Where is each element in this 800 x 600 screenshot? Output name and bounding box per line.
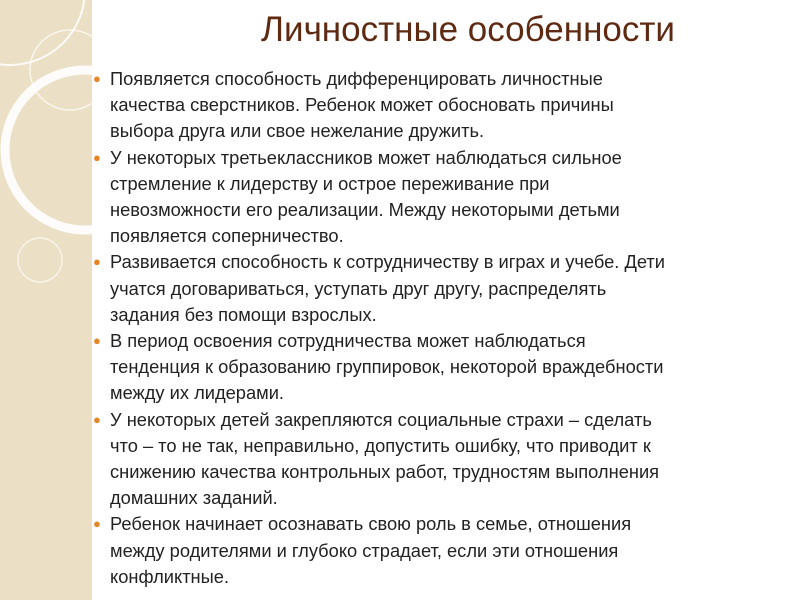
decorative-side-band — [0, 0, 92, 600]
bullet-text-line: Развивается способность к сотрудничеству в играх и учебе. Дети — [110, 251, 665, 273]
bullet-text-line: учатся договариваться, уступать друг другу, распределять — [110, 277, 607, 299]
bullet-text-line: У некоторых третьеклассников может наблюдаться сильное — [110, 146, 622, 168]
decorative-rings-graphic — [0, 0, 92, 600]
bullet-text-line: Появляется способность дифференцировать личностные — [110, 68, 603, 89]
bullet-text-line: задания без помощи взрослых. — [110, 303, 377, 325]
bullet-text-line: выбора друга или свое нежелание дружить. — [110, 120, 485, 142]
bullet-text-line: между их лидерами. — [110, 382, 284, 404]
bullet-dot-icon: ● — [93, 71, 101, 86]
bullet-text-line: между родителями и глубоко страдает, если эти отношения — [110, 539, 619, 561]
bullet-dot-icon: ● — [93, 254, 101, 270]
bullet-text-line: Ребенок начинает осознавать свою роль в семье, отношения — [110, 513, 632, 535]
bullet-text-line: конфликтные. — [110, 565, 230, 587]
bullet-item — [92, 66, 782, 145]
bullet-text-line: что – то не так, неправильно, допустить ошибку, что приводит к — [110, 434, 651, 456]
bullet-text-line: домашних заданий. — [110, 487, 278, 509]
bullet-text-line: снижению качества контрольных работ, трудностям выполнения — [110, 461, 660, 483]
bullet-text-line: невозможности его реализации. Между некоторыми детьми — [110, 199, 620, 221]
bullet-text-line: В период освоения сотрудничества может наблюдаться — [110, 330, 586, 352]
bullet-text-line: тенденция к образованию группировок, некоторой враждебности — [110, 356, 664, 378]
bullet-item — [92, 328, 782, 407]
bullet-dot-icon: ● — [93, 516, 101, 532]
bullet-item — [92, 145, 782, 250]
bullet-text-line: стремление к лидерству и острое переживание при — [110, 172, 550, 194]
slide-title: Личностные особенности — [261, 10, 675, 49]
bullet-list — [92, 66, 782, 590]
bullet-text-line: появляется соперничество. — [110, 225, 344, 247]
bullet-item — [92, 249, 782, 328]
bullet-item — [92, 407, 782, 512]
bullet-dot-icon: ● — [93, 411, 101, 427]
bullet-dot-icon: ● — [93, 333, 101, 349]
bullet-text-line: качества сверстников. Ребенок может обосновать причины — [110, 94, 614, 116]
bullet-text-line: У некоторых детей закрепляются социальные страхи – сделать — [110, 408, 652, 430]
bullet-item — [92, 511, 782, 590]
bullet-dot-icon: ● — [93, 149, 101, 165]
